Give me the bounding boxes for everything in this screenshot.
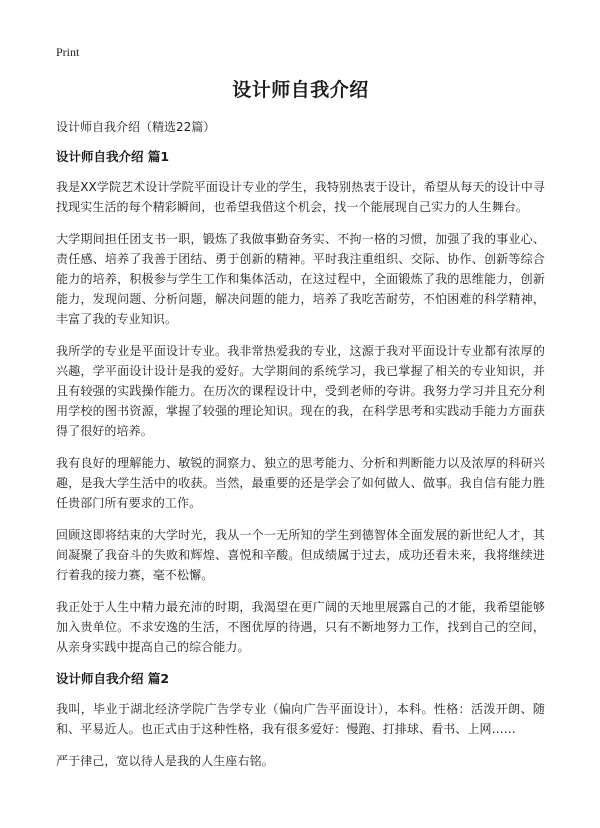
document-title: 设计师自我介绍 xyxy=(232,79,369,101)
paragraph: 我叫，毕业于湖北经济学院广告学专业（偏向广告平面设计），本科。性格：活泼开朗、随和、平易近人。也正式由于这种性格，我有很多爱好：慢跑、打排球、看书、上网…… xyxy=(56,702,545,736)
paragraph: 我有良好的理解能力、敏锐的洞察力、独立的思考能力、分析和判断能力以及浓厚的科研兴趣，是我大学生活中的收获。当然，最重要的还是学会了如何做人、做事。我自信有能力胜任贵部门所有要求的工作。 xyxy=(56,456,545,510)
section-2 xyxy=(56,669,545,771)
paragraph: 大学期间担任团支书一职，锻炼了我做事勤奋务实、不拘一格的习惯，加强了我的事业心、责任感、培养了我善于团结、勇于创新的精神。平时我注重组织、交际、协作、创新等综合能力的培养，积极参与学生工作和集体活动，在这过程中，全面锻炼了我的思维能力，创新能力，发现问题、分析问题，解决问题的能力，培养了我吃苦耐劳，不怕困难的科学精神，丰富了我的专业知识。 xyxy=(56,232,545,326)
paragraph: 我正处于人生中精力最充沛的时期，我渴望在更广阔的天地里展露自己的才能，我希望能够加入贵单位。不求安逸的生活，不图优厚的待遇，只有不断地努力工作，找到自己的空间，从亲身实践中提高自己的综合能力。 xyxy=(56,600,545,654)
paragraph: 我是XX学院艺术设计学院平面设计专业的学生，我特别热衷于设计，希望从每天的设计中寻找现实生活的每个精彩瞬间，也希望我借这个机会，找一个能展现自己实力的人生舞台。 xyxy=(56,180,545,214)
section-1 xyxy=(56,147,545,657)
paragraph: 回顾这即将结束的大学时光，我从一个一无所知的学生到德智体全面发展的新世纪人才，其间凝聚了我奋斗的失败和辉煌、喜悦和辛酸。但成绩属于过去，成功还看未来，我将继续进行着我的接力赛，毫不松懈。 xyxy=(56,528,545,582)
paragraph: 严于律己，宽以待人是我的人生座右铭。 xyxy=(56,754,274,768)
section-heading: 设计师自我介绍 篇2 xyxy=(56,671,170,686)
document-subtitle: 设计师自我介绍（精选22篇） xyxy=(56,120,216,134)
print-link[interactable]: Print xyxy=(56,45,80,59)
section-heading: 设计师自我介绍 篇1 xyxy=(56,149,170,164)
paragraph: 我所学的专业是平面设计专业。我非常热爱我的专业，这源于我对平面设计专业都有浓厚的兴趣，学平面设计设计是我的爱好。大学期间的系统学习，我已掌握了相关的专业知识，并且有较强的实践操作能力。在历次的课程设计中，受到老师的夸讲。我努力学习并且充分利用学校的图书资源，掌握了较强的理论知识。现在的我，在科学思考和实践动手能力方面获得了很好的培养。 xyxy=(56,344,545,438)
